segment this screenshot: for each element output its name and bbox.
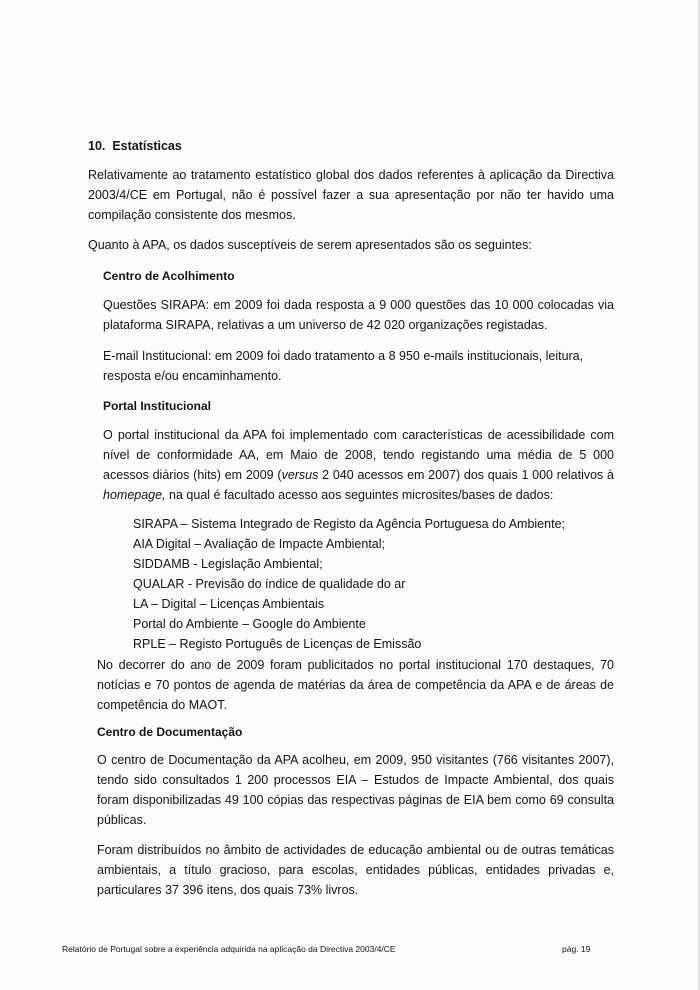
versus-text: versus [281, 468, 319, 482]
section-heading [88, 136, 182, 156]
portal-after-paragraph [97, 655, 614, 715]
section-title: Estatísticas [112, 139, 182, 153]
list-item: Portal do Ambiente – Google do Ambiente [133, 617, 366, 631]
portal-line-1: O portal institucional da APA foi implementado com características de acessibilidade com [103, 428, 614, 442]
list-item: AIA Digital – Avaliação de Impacte Ambiental; [133, 537, 386, 551]
intro-line-3: compilação consistente dos mesmos. [88, 208, 296, 222]
portal-after-line-3: competência do MAOT. [97, 698, 227, 712]
portal-line-2: nível de conformidade AA, em Maio de 2008, tendo registando uma média de 5 000 [103, 448, 614, 462]
portal-after-line-2: notícias e 70 pontos de agenda de matérias da área de competência da APA e de áreas de [97, 678, 614, 692]
portal-after-line-1: No decorrer do ano de 2009 foram publicitados no portal institucional 170 destaques, 70 [97, 658, 614, 672]
intro-line-1: Relativamente ao tratamento estatístico global dos dados referentes à aplicação da Directiva [88, 168, 614, 182]
doc-p1-line-2: tendo sido consultados 1 200 processos EIA – Estudos de Impacte Ambiental, dos quais [97, 773, 614, 787]
list-item: SIRAPA – Sistema Integrado de Registo da Agência Portuguesa do Ambiente; [133, 517, 565, 531]
list-item: QUALAR - Previsão do índice de qualidade do ar [133, 577, 406, 591]
doc-p1-line-1: O centro de Documentação da APA acolheu, em 2009, 950 visitantes (766 visitantes 2007), [97, 753, 614, 767]
sirapa-line-1: Questões SIRAPA: em 2009 foi dada resposta a 9 000 questões das 10 000 colocadas via [103, 298, 614, 312]
documentacao-paragraph-2 [97, 840, 614, 900]
portal-line-3-end: 2 040 acessos em 2007) dos quais 1 000 relativos à [318, 468, 615, 482]
page-number: pág. 19 [562, 944, 591, 954]
email-line-1: E-mail Institucional: em 2009 foi dado tratamento a 8 950 e-mails institucionais, leitura, [103, 349, 584, 363]
portal-line-4-end: na qual é facultado acesso aos seguintes microsites/bases de dados: [165, 488, 554, 502]
sirapa-paragraph [103, 295, 614, 335]
intro-line-2: 2003/4/CE em Portugal, não é possível fazer a sua apresentação por não ter havido uma [88, 188, 614, 202]
doc-p2-line-1: Foram distribuídos no âmbito de actividades de educação ambiental ou de outras temáticas [97, 843, 614, 857]
doc-p2-line-3: particulares 37 396 itens, dos quais 73% livros. [97, 883, 359, 897]
email-line-2: resposta e/ou encaminhamento. [103, 369, 282, 383]
portal-paragraph [103, 425, 614, 505]
portal-line-4 [103, 485, 614, 505]
email-paragraph [103, 346, 614, 386]
doc-p2-line-2: ambientais, a título gracioso, para escolas, entidades públicas, entidades privadas e, [97, 863, 614, 877]
list-item: SIDDAMB - Legislação Ambiental; [133, 557, 323, 571]
doc-p1-line-4: públicas. [97, 813, 147, 827]
sirapa-line-2: plataforma SIRAPA, relativas a um universo de 42 020 organizações registadas. [103, 318, 548, 332]
list-item: RPLE – Registo Português de Licenças de Emissão [133, 637, 422, 651]
portal-line-3-start: acessos diários (hits) em 2009 ( [103, 468, 282, 482]
portal-heading: Portal Institucional [103, 399, 212, 413]
list-item: LA – Digital – Licenças Ambientais [133, 597, 325, 611]
intro-paragraph [88, 165, 614, 225]
footer-title: Relatório de Portugal sobre a experiência adquirida na aplicação da Directiva 2003/4/CE [62, 944, 396, 954]
documentacao-heading: Centro de Documentação [97, 725, 243, 739]
microsites-list [133, 514, 565, 654]
centro-acolhimento-heading: Centro de Acolhimento [103, 269, 235, 283]
documentacao-paragraph-1 [97, 750, 614, 830]
homepage-text: homepage, [103, 488, 166, 502]
section-number: 10. [88, 139, 106, 153]
portal-line-3 [103, 465, 614, 485]
apa-intro: Quanto à APA, os dados susceptíveis de serem apresentados são os seguintes: [88, 238, 532, 252]
doc-p1-line-3: foram disponibilizadas 49 100 cópias das respectivas páginas de EIA bem como 69 consulta [97, 793, 614, 807]
